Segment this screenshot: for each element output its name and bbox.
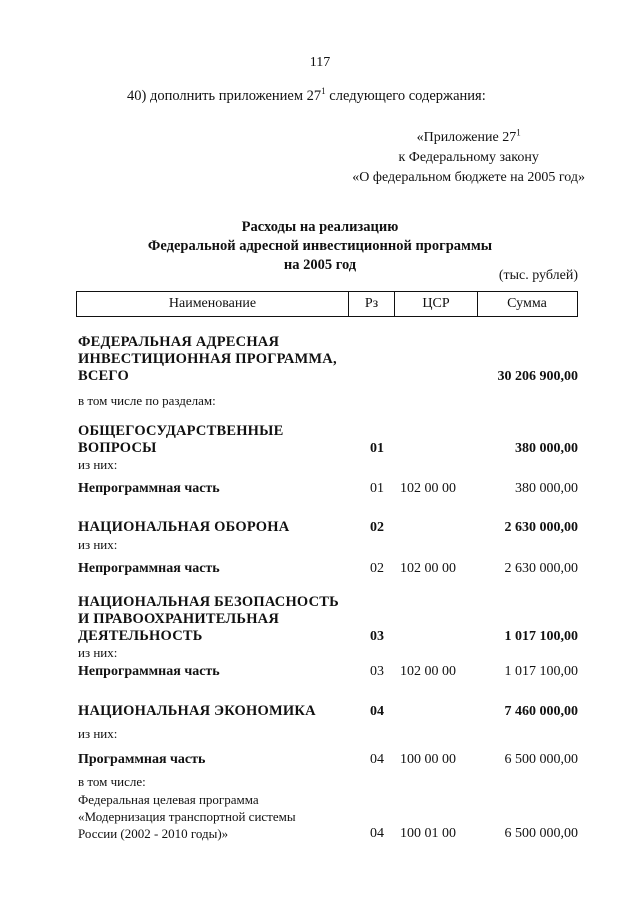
table-row-note: в том числе: [78,774,146,789]
document-title: Расходы на реализацию Федеральной адресной инвестиционной программы на 2005 год [147,219,493,273]
intro-text: 40) дополнить приложением $27^1$ следующего содержания: [127,86,486,104]
header-name: Наименование [77,292,349,316]
row-name: Федеральная целевая программа «Модернизация транспортной системы России (2002 - 2010 годы)» [78,792,296,841]
table-row-note: в том числе по разделам: [78,393,216,408]
row-name: ОБЩЕГОСУДАРСТВЕННЫЕ ВОПРОСЫ [78,423,284,456]
row-sum: 30 206 900,00 [497,369,578,384]
appendix-line-2: к Федеральному закону [398,150,539,165]
table-row-note: из них: [78,537,118,552]
row-name: НАЦИОНАЛЬНАЯ БЕЗОПАСНОСТЬ И ПРАВООХРАНИТЕЛЬНАЯ ДЕЯТЕЛЬНОСТЬ [78,594,339,644]
table-row-note: из них: [78,457,118,472]
table-row-04-program: Программная часть 04 100 00 00 6 500 000,00 [78,752,578,767]
unit-label: (тыс. рублей) [498,268,578,283]
page-number: 117 [309,55,331,70]
appendix-line-3: «О федеральном бюджете на 2005 год» [352,170,585,185]
appendix-line-1: «Приложение $27^1$ [416,127,521,145]
row-sum: 380 000,00 [515,441,578,456]
table-row-section-03: НАЦИОНАЛЬНАЯ БЕЗОПАСНОСТЬ И ПРАВООХРАНИТЕЛЬНАЯ ДЕЯТЕЛЬНОСТЬ 03 1 017 100,00 [78,594,578,644]
header-csr: ЦСР [395,292,478,316]
table-row-02-nonprogram: Непрограммная часть 02 102 00 00 2 630 000,00 [78,561,578,576]
table-row-total [78,334,578,385]
table-row-note: из них: [78,726,118,741]
table-row-03-nonprogram: Непрограммная часть 03 102 00 00 1 017 100,00 [78,664,578,679]
table-row-section-02: НАЦИОНАЛЬНАЯ ОБОРОНА 02 2 630 000,00 [78,519,578,535]
header-sum: Сумма [507,296,547,311]
table-row-04-ftp: Федеральная целевая программа «Модернизация транспортной системы России (2002 - 2010 годы)» 04 100 01 00 6 500 000,00 [78,792,578,841]
table-row-section-04: НАЦИОНАЛЬНАЯ ЭКОНОМИКА 04 7 460 000,00 [78,703,578,719]
table-row-01-nonprogram: Непрограммная часть 01 102 00 00 380 000,00 [78,481,578,496]
appendix-header [352,128,585,188]
table-header [76,291,578,317]
row-name: ФЕДЕРАЛЬНАЯ АДРЕСНАЯ ИНВЕСТИЦИОННАЯ ПРОГРАММА, ВСЕГО [78,334,337,384]
header-rz: Рз [349,292,395,316]
table-row-section-01 [78,423,578,457]
table-row-note: из них: [78,645,118,660]
row-rz: 01 [370,441,384,456]
